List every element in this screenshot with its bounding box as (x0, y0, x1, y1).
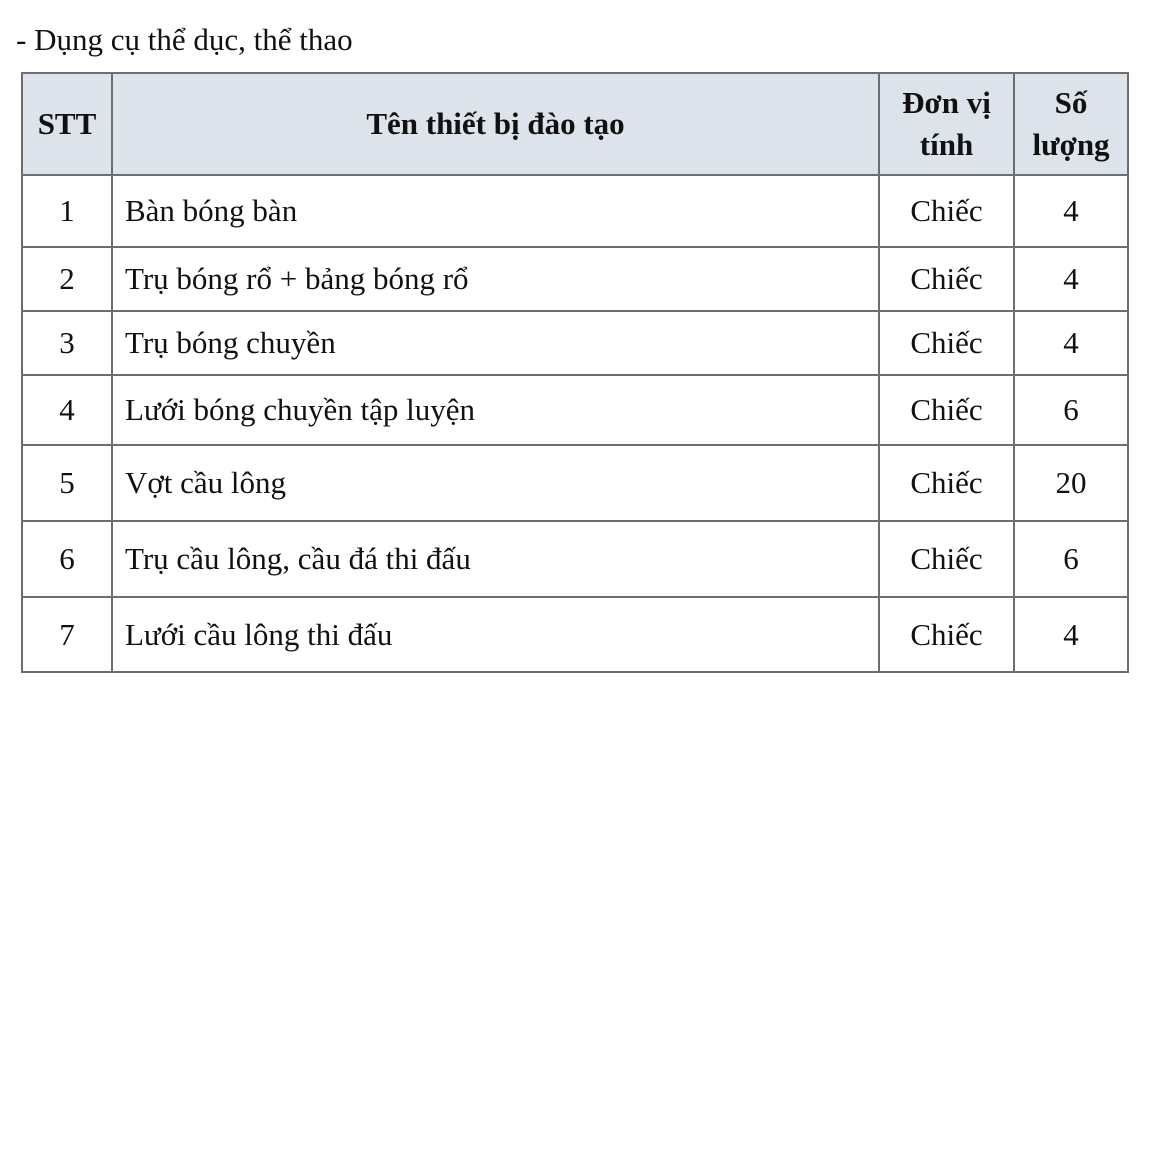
header-unit (879, 73, 1014, 175)
cell-qty: 6 (1014, 375, 1128, 445)
cell-qty: 4 (1014, 175, 1128, 247)
cell-unit: Chiếc (879, 521, 1014, 597)
cell-name: Lưới bóng chuyền tập luyện (112, 375, 879, 445)
cell-qty: 20 (1014, 445, 1128, 521)
table-header-row (22, 73, 1128, 175)
cell-stt: 5 (22, 445, 112, 521)
cell-stt: 1 (22, 175, 112, 247)
table-row (22, 445, 1128, 521)
table-row (22, 597, 1128, 672)
equipment-table (21, 72, 1129, 673)
cell-name: Trụ bóng chuyền (112, 311, 879, 375)
cell-qty: 4 (1014, 247, 1128, 311)
table-row (22, 311, 1128, 375)
cell-unit: Chiếc (879, 597, 1014, 672)
cell-stt: 2 (22, 247, 112, 311)
table-row (22, 175, 1128, 247)
section-heading: - Dụng cụ thể dục, thể thao (16, 22, 353, 57)
cell-name: Trụ bóng rổ + bảng bóng rổ (112, 247, 879, 311)
cell-stt: 6 (22, 521, 112, 597)
cell-stt: 7 (22, 597, 112, 672)
cell-name: Bàn bóng bàn (112, 175, 879, 247)
cell-unit: Chiếc (879, 247, 1014, 311)
cell-qty: 6 (1014, 521, 1128, 597)
cell-qty: 4 (1014, 597, 1128, 672)
table-row (22, 521, 1128, 597)
cell-stt: 3 (22, 311, 112, 375)
cell-unit: Chiếc (879, 445, 1014, 521)
header-qty-line2: lượng (1032, 127, 1110, 162)
cell-unit: Chiếc (879, 375, 1014, 445)
cell-name: Lưới cầu lông thi đấu (112, 597, 879, 672)
cell-stt: 4 (22, 375, 112, 445)
cell-qty: 4 (1014, 311, 1128, 375)
header-qty (1014, 73, 1128, 175)
cell-name: Vợt cầu lông (112, 445, 879, 521)
header-qty-line1: Số (1054, 85, 1088, 120)
table-row (22, 247, 1128, 311)
header-name: Tên thiết bị đào tạo (112, 73, 879, 175)
header-unit-line2: tính (919, 127, 974, 162)
header-stt: STT (22, 73, 112, 175)
table-row (22, 375, 1128, 445)
cell-unit: Chiếc (879, 175, 1014, 247)
header-unit-line1: Đơn vị (902, 85, 991, 120)
cell-name: Trụ cầu lông, cầu đá thi đấu (112, 521, 879, 597)
cell-unit: Chiếc (879, 311, 1014, 375)
